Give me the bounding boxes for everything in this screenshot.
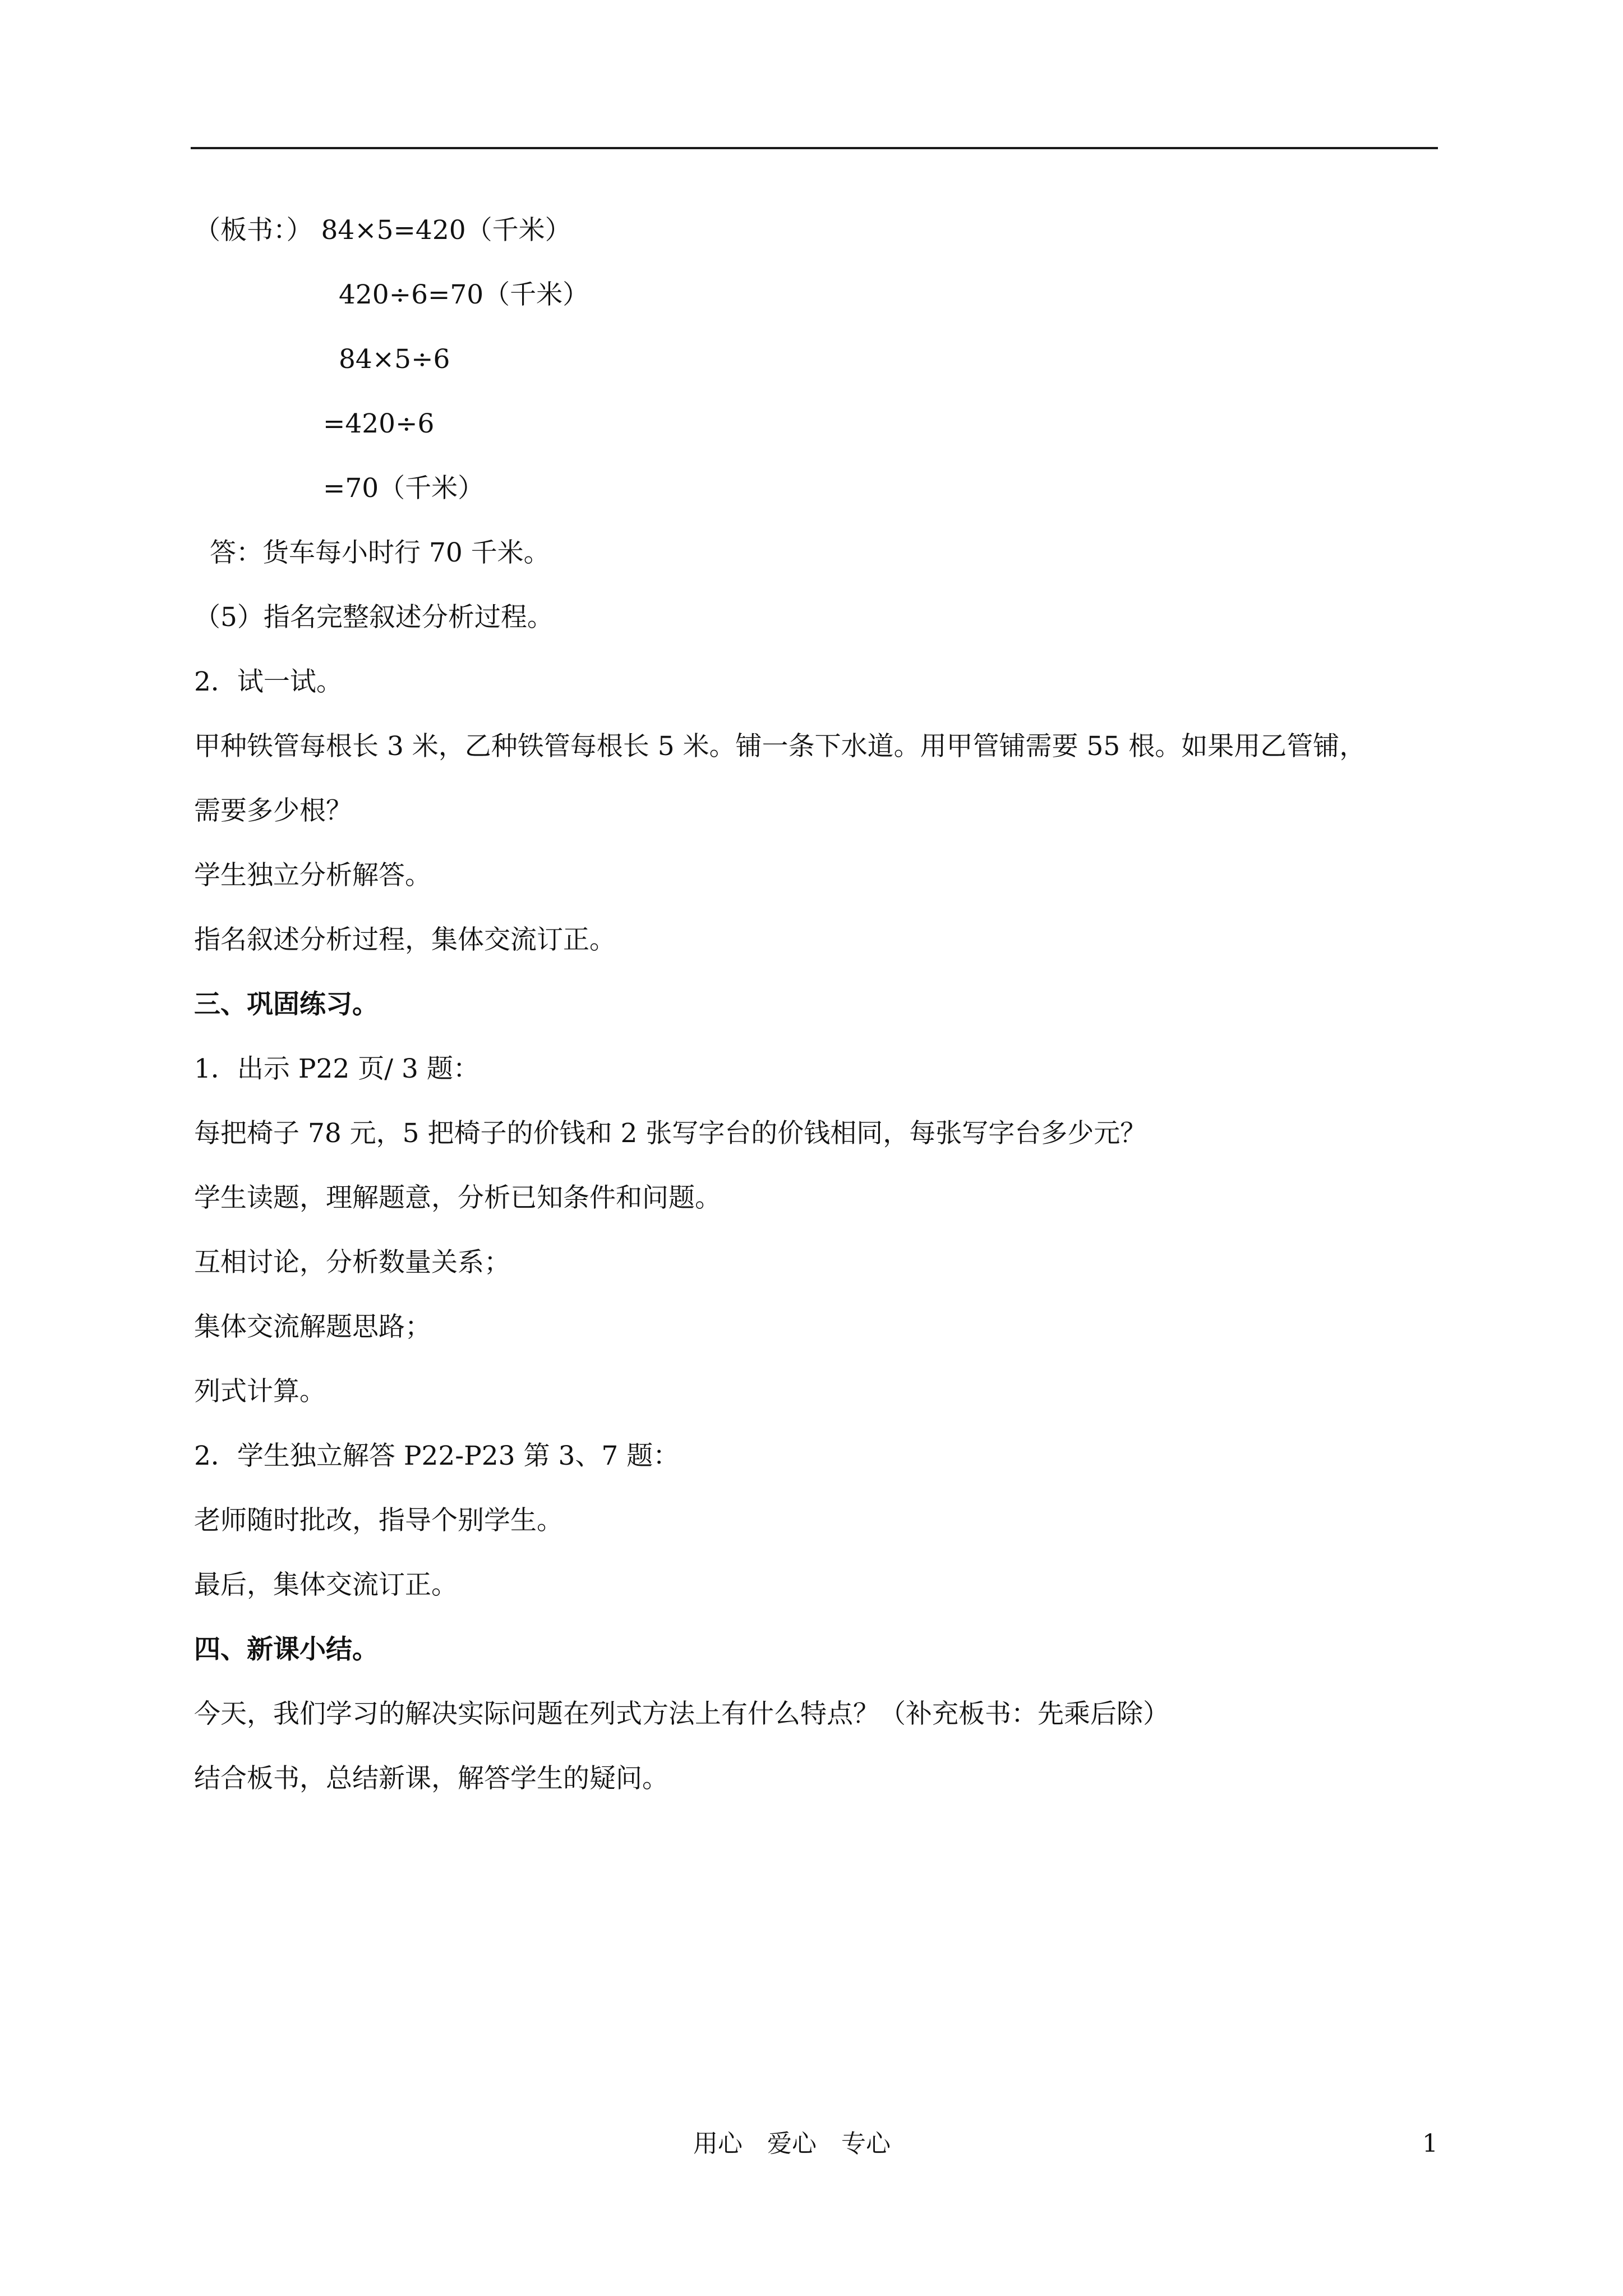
student-solve-line: 学生独立分析解答。 <box>194 860 431 891</box>
exercise-1-line: 1．出示 P22 页/ 3 题： <box>194 1053 479 1084</box>
section-consolidation-heading: 三、巩固练习。 <box>194 989 379 1020</box>
board-writing-line-2: 420÷6=70（千米） <box>339 279 589 310</box>
exercise-2-line: 2．学生独立解答 P22-P23 第 3、7 题： <box>194 1441 680 1471</box>
read-problem-line: 学生读题，理解题意，分析已知条件和问题。 <box>194 1182 721 1213</box>
final-review-line: 最后，集体交流订正。 <box>194 1570 458 1600</box>
board-writing-line-5: =70（千米） <box>323 473 485 504</box>
pipe-problem-line-2: 需要多少根？ <box>194 795 352 826</box>
board-writing-line-1: （板书：） 84×5=420（千米） <box>194 215 571 246</box>
discuss-line: 互相讨论，分析数量关系； <box>194 1247 510 1278</box>
board-writing-line-4: =420÷6 <box>323 408 435 439</box>
class-review-line: 指名叙述分析过程，集体交流订正。 <box>194 924 616 955</box>
page-number: 1 <box>1422 2129 1438 2158</box>
step-5-line: （5）指名完整叙述分析过程。 <box>194 602 554 633</box>
header-rule <box>191 147 1438 149</box>
teacher-mark-line: 老师随时批改，指导个别学生。 <box>194 1505 563 1536</box>
summary-conclusion-line: 结合板书，总结新课，解答学生的疑问。 <box>194 1763 668 1794</box>
footer-motto: 用心 爱心 专心 <box>693 2129 891 2158</box>
summary-question-line: 今天，我们学习的解决实际问题在列式方法上有什么特点？（补充板书：先乘后除） <box>194 1699 1169 1729</box>
chair-problem-line: 每把椅子 78 元，5 把椅子的价钱和 2 张写字台的价钱相同，每张写字台多少元？ <box>194 1118 1147 1149</box>
pipe-problem-line-1: 甲种铁管每根长 3 米，乙种铁管每根长 5 米。铺一条下水道。用甲管铺需要 55 根。如果用乙管铺， <box>194 731 1366 762</box>
answer-line: 答：货车每小时行 70 千米。 <box>210 537 550 568</box>
share-ideas-line: 集体交流解题思路； <box>194 1312 431 1342</box>
try-it-heading: 2．试一试。 <box>194 666 343 697</box>
calculate-line: 列式计算。 <box>194 1376 326 1407</box>
section-summary-heading: 四、新课小结。 <box>194 1634 379 1665</box>
board-writing-line-3: 84×5÷6 <box>339 344 450 375</box>
